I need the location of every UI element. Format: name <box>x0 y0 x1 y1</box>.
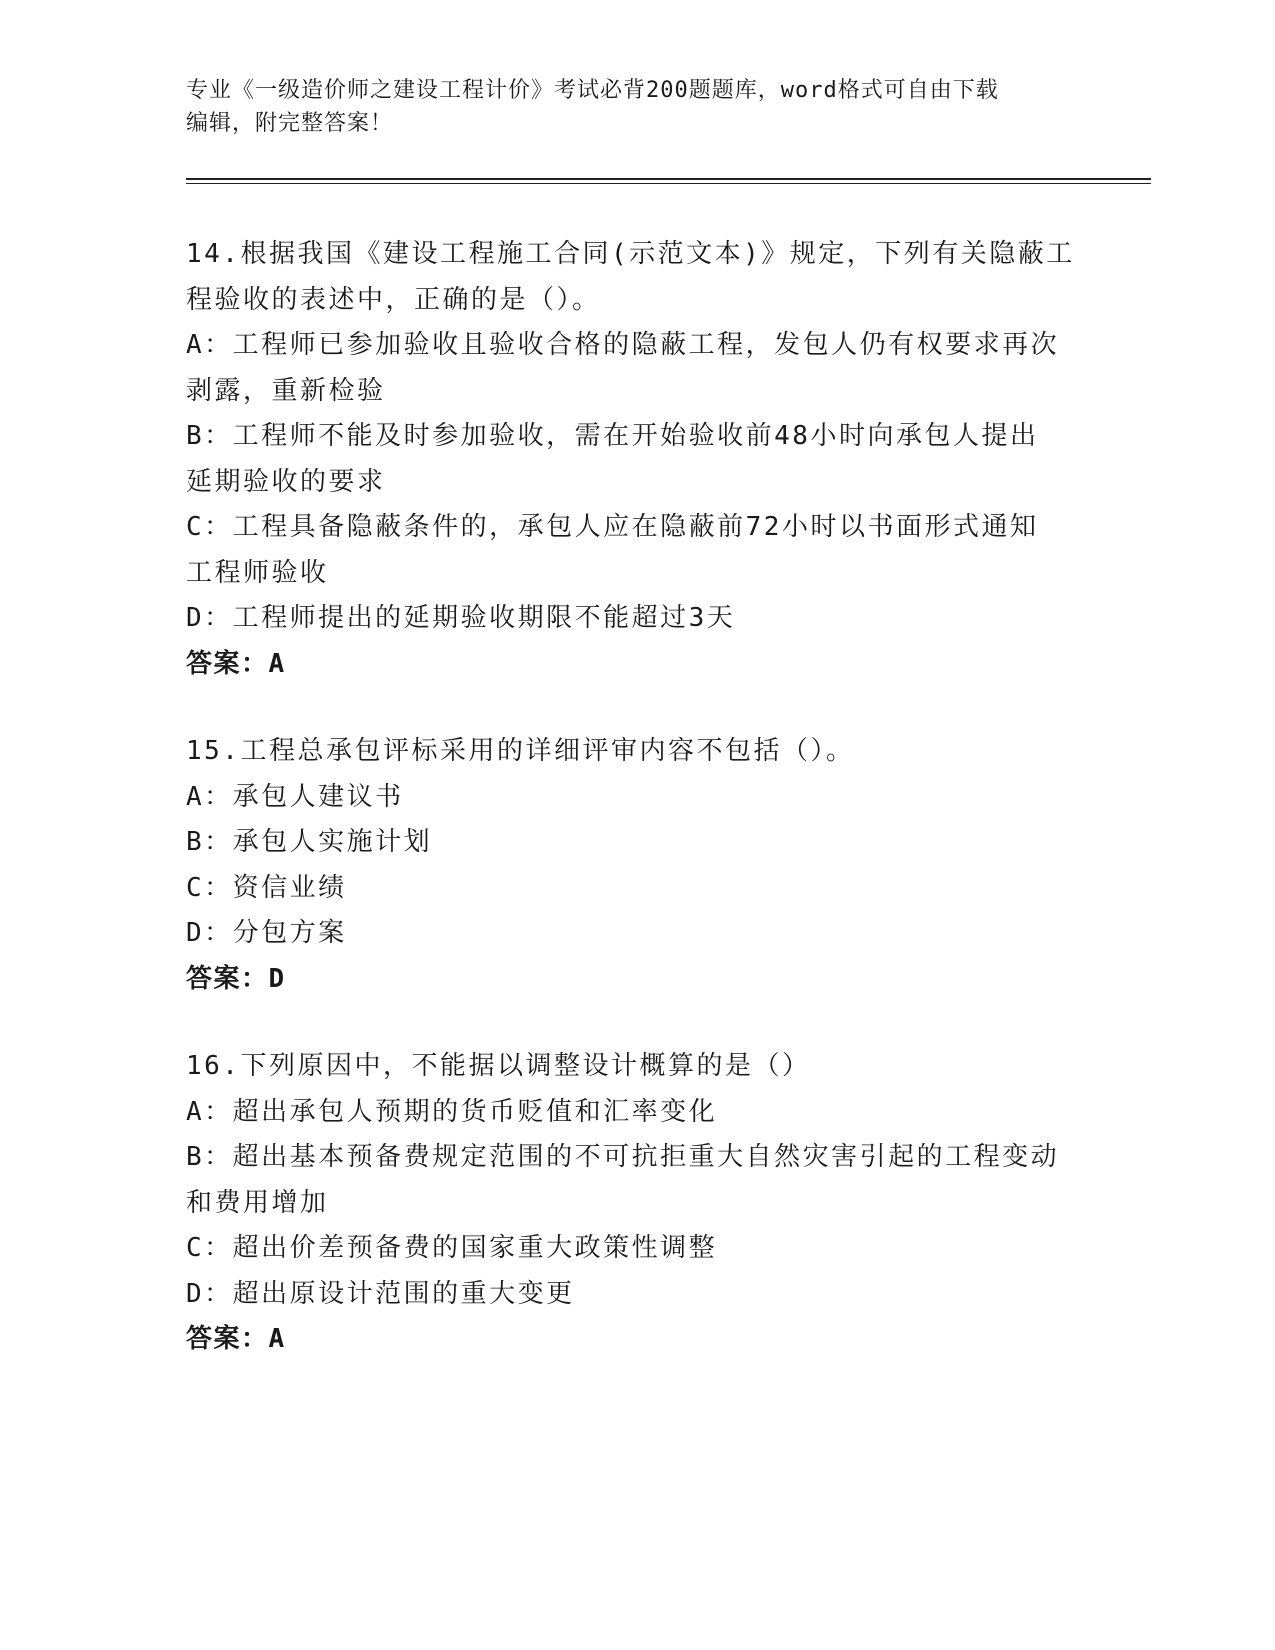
option-b-continued: 和费用增加 <box>186 1187 329 1218</box>
question-stem: 16.下列原因中，不能据以调整设计概算的是（） <box>186 1051 811 1081</box>
option-a: A：超出承包人预期的货币贬值和汇率变化 <box>186 1096 718 1127</box>
option-b: B：工程师不能及时参加验收，需在开始验收前48小时向承包人提出 <box>186 421 1039 451</box>
option-d: D：超出原设计范围的重大变更 <box>186 1278 575 1309</box>
option-d: D：分包方案 <box>186 918 347 948</box>
option-a: A：工程师已参加验收且验收合格的隐蔽工程，发包人仍有权要求再次 <box>186 330 1060 360</box>
option-c: C：工程具备隐蔽条件的，承包人应在隐蔽前72小时以书面形式通知 <box>186 512 1039 542</box>
question-stem: 程验收的表述中，正确的是（）。 <box>186 284 601 315</box>
question-stem: 15.工程总承包评标采用的详细评审内容不包括（）。 <box>186 736 855 766</box>
header-divider-thick <box>186 178 1151 180</box>
option-c: C：超出价差预备费的国家重大政策性调整 <box>186 1233 718 1263</box>
header-divider-thin <box>186 183 1151 184</box>
option-d: D：工程师提出的延期验收期限不能超过3天 <box>186 603 736 633</box>
question-16 <box>186 1044 1086 1363</box>
option-c: C：资信业绩 <box>186 872 347 903</box>
header-line-2: 编辑，附完整答案！ <box>186 111 394 136</box>
option-b: B：承包人实施计划 <box>186 827 433 857</box>
option-a: A：承包人建议书 <box>186 781 404 812</box>
question-list <box>186 232 1086 1405</box>
option-a-continued: 剥露，重新检验 <box>186 375 386 406</box>
option-c-continued: 工程师验收 <box>186 557 329 588</box>
answer-label: 答案：A <box>186 1324 286 1354</box>
question-stem: 14.根据我国《建设工程施工合同(示范文本)》规定，下列有关隐蔽工 <box>186 239 1075 269</box>
header-line-1: 专业《一级造价师之建设工程计价》考试必背200题题库，word格式可自由下载 <box>186 78 999 103</box>
question-15 <box>186 729 1086 1002</box>
option-b: B：超出基本预备费规定范围的不可抗拒重大自然灾害引起的工程变动 <box>186 1142 1060 1172</box>
option-b-continued: 延期验收的要求 <box>186 466 386 497</box>
answer-label: 答案：D <box>186 963 286 994</box>
answer-label: 答案：A <box>186 648 286 679</box>
question-14 <box>186 232 1086 687</box>
document-header <box>186 74 1086 140</box>
